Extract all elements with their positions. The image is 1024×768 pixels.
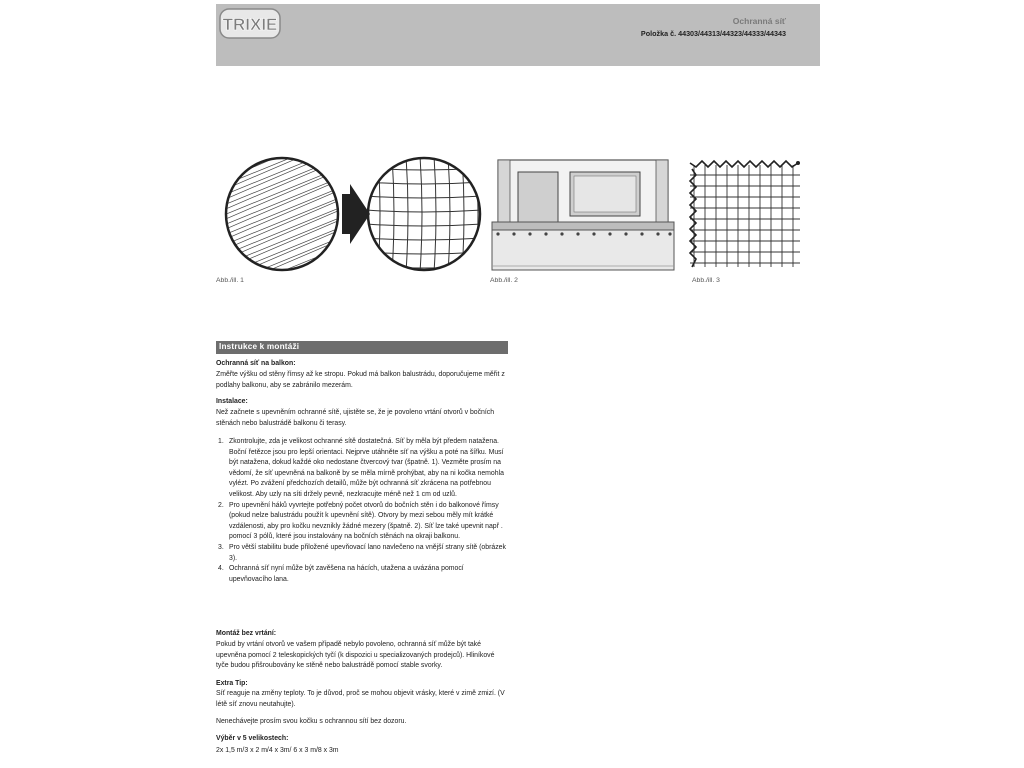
list-item: 3. Pro větší stabilitu bude přiložené upevňovací lano navlečeno na vnější strany sítě (obrázek 3). [218,543,506,562]
figure-3-caption: Abb./ill. 3 [692,277,720,284]
header-band [216,4,820,66]
figure-1-caption: Abb./ill. 1 [216,277,244,284]
nodrill-text: Pokud by vrtání otvorů ve vašem případě nebylo povoleno, ochranná síť může být také upevněna pomocí 2 teleskopických tyčí (k dispozici u specializovaných prodejců). Hliníkové tyče budou přišroubovány ke stěně nebo balustrádě pomocí stable svorky. [216,641,495,670]
logo-text: TRIXIE [222,15,278,34]
warning-text: Nenechávejte prosím svou kočku s ochrannou sítí bez dozoru. [216,718,407,725]
sizes-text: 2x 1,5 m/3 x 2 m/4 x 3m/ 6 x 3 m/8 x 3m [216,747,339,754]
instructions-header [216,341,508,354]
figure-2-caption: Abb./ill. 2 [490,277,518,284]
figure-3-net-rope [688,155,806,271]
item-numbers: Položka č. 44303/44313/44323/44333/44343 [640,29,786,38]
steps-list [216,437,508,585]
nodrill-heading: Montáž bez vrtání: [216,630,277,637]
instructions-title: Instrukce k montáži [219,342,300,351]
taut-net-pattern [366,156,482,272]
balcony-text: Změřte výšku od stěny římsy až ke stropu. Pokud má balkon balustrádu, doporučujeme měřit z podlahy balkonu, aby se zabránilo mezerám. [216,371,505,389]
list-item: 2. Pro upevnění háků vyvrtejte potřebný počet otvorů do bočních stěn i do balkonové římsy (pokud nelze balustrádu použít k upevnění sítě). Otvory by mezi sebou měly mít krátké vzdálenosti, aby pro kočku nevznikly žádné mezery (špatně. 2). Síť lze také upevnit např . pomocí 3 pólů, které jsou instalovány na bočních stěnách na okraji balkonu. [218,501,503,541]
figure-2-balcony [490,158,676,276]
install-text: Než začnete s upevněním ochranné sítě, ujistěte se, že je povoleno vrtání otvorů v bočních stěnách nebo balustrádě balkonu či terasy. [216,409,495,427]
rope-top [690,161,798,167]
sizes-heading: Výběr v 5 velikostech: [216,735,289,742]
document-title: Ochranná síť [732,16,786,26]
list-item: 4. Ochranná síť nyní může být zavěšena na hácích, utažena a uvázána pomocí upevňovacího lana. [218,565,464,583]
tip-heading: Extra Tip: [216,680,248,687]
install-heading: Instalace: [216,398,248,405]
balcony-heading: Ochranná síť na balkon: [216,360,296,367]
arrow-icon [342,184,370,244]
figure-1-net-comparison [224,154,486,274]
trixie-logo [219,8,281,39]
list-item: 1. Zkontrolujte, zda je velikost ochranné sítě dostatečná. Síť by měla být předem natažena. Boční řetězce jsou pro lepší orientaci. Nejprve utáhněte síť na výšku a poté na šířku. Musí být natažena, dokud každé oko nedostane čtvercový tvar (špatně. 1). Vezměte prosím na vědomí, že síť upevněná na balkoně by se měla mírně prohýbat, aby na ni kočka nemohla vylézt. Po zvážení předchozích detailů, může být ochranná síť zkrácena na potřebnou velikost. Aby uzly na síti držely pevně, nezkracujte méně než 1 cm od uzlů. [218,438,504,498]
tip-text: Síť reaguje na změny teploty. To je důvod, proč se mohou objevit vrásky, které v zimě zmizí. (V létě síť znovu neutahujte). [216,690,505,708]
